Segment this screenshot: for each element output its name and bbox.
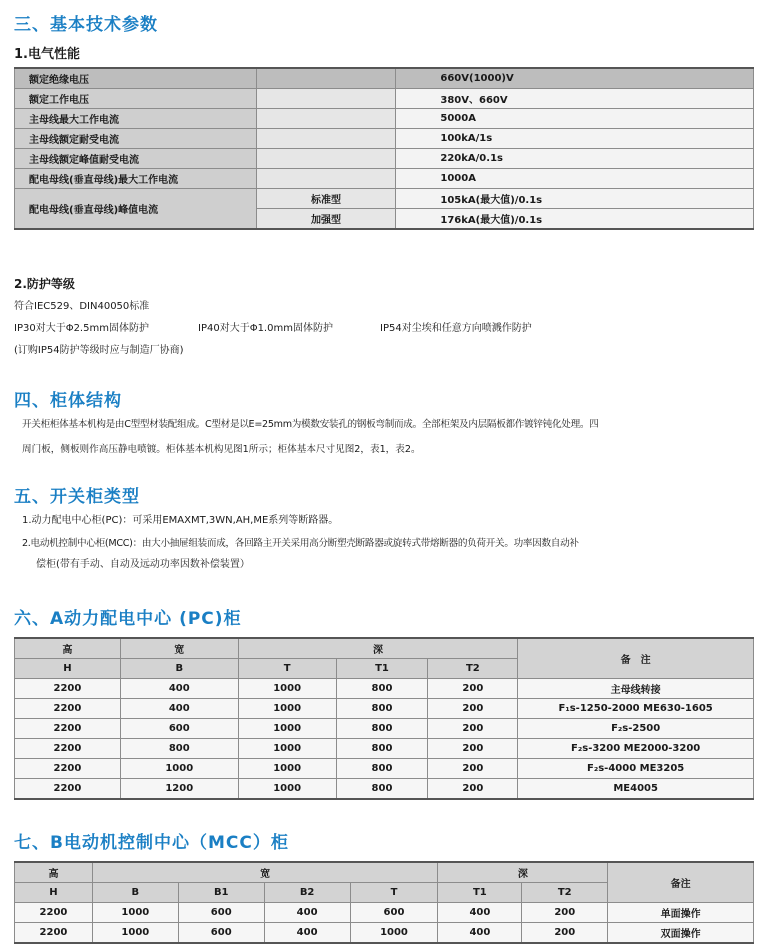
ip40-text: IP40对大于Φ1.0mm固体防护: [198, 323, 333, 334]
param-spacer: [256, 169, 396, 189]
section-6-title: 六、A动力配电中心 (PC)柜: [14, 609, 242, 629]
table-row: [15, 923, 754, 944]
param-spacer: [256, 149, 396, 169]
pc-head-width: 宽: [120, 638, 238, 659]
pc-head-T1: T1: [336, 659, 428, 679]
section-5-title: 五、开关柜类型: [14, 487, 140, 507]
param-row: [15, 68, 754, 89]
table-cell: F₂s-2500: [518, 719, 754, 739]
param-value: 105kA(最大值)/0.1s: [396, 189, 754, 209]
pc-head-B: B: [120, 659, 238, 679]
mcc-head-H: H: [15, 883, 93, 903]
table-cell: 600: [120, 719, 238, 739]
table-cell: 2200: [15, 923, 93, 944]
mcc-head-height: 高: [15, 862, 93, 883]
table-row: [15, 759, 754, 779]
mcc-head-T1: T1: [438, 883, 522, 903]
param-row: [15, 169, 754, 189]
table-cell: 600: [350, 903, 438, 923]
structure-para-line2: 周门板，侧板则作高压静电喷镀。柜体基本机构见图1所示；柜体基本尺寸见图2，表1，表2。: [22, 444, 421, 455]
table-cell: 400: [438, 903, 522, 923]
electrical-params-table: [14, 67, 754, 230]
table-cell: 800: [336, 699, 428, 719]
table-cell: 800: [336, 759, 428, 779]
mcc-head-note: 备注: [608, 862, 754, 903]
table-cell: 1000: [238, 739, 336, 759]
param-value: 1000A: [396, 169, 754, 189]
param-value: 176kA(最大值)/0.1s: [396, 209, 754, 230]
table-cell: 800: [336, 679, 428, 699]
param-row: [15, 149, 754, 169]
param-sub-label: 加强型: [256, 209, 396, 230]
param-value: 100kA/1s: [396, 129, 754, 149]
table-cell: 400: [120, 699, 238, 719]
table-cell: 400: [438, 923, 522, 944]
pc-head-height: 高: [15, 638, 121, 659]
table-cell: 1200: [120, 779, 238, 800]
pc-head-T: T: [238, 659, 336, 679]
table-cell: 600: [178, 923, 264, 944]
table-cell: 1000: [120, 759, 238, 779]
param-value: 5000A: [396, 109, 754, 129]
table-row: [15, 679, 754, 699]
protection-title: 2.防护等级: [14, 277, 75, 291]
param-label: 额定绝缘电压: [15, 68, 257, 89]
mcc-head-B2: B2: [264, 883, 350, 903]
section-3-title: 三、基本技术参数: [14, 15, 158, 35]
pc-head-depth: 深: [238, 638, 518, 659]
table-row: [15, 699, 754, 719]
structure-para-line1: 开关柜柜体基本机构是由C型型材装配组成。C型材是以E=25mm为模数安装孔的钢板弯制而成。全部柜架及内层隔板都作镀锌钝化处理。四: [22, 419, 599, 430]
param-label: 配电母线(垂直母线)峰值电流: [15, 189, 257, 230]
table-cell: 800: [336, 779, 428, 800]
table-cell: F₁s-1250-2000 ME630-1605: [518, 699, 754, 719]
mcc-cabinet-table: [14, 861, 754, 944]
table-cell: 200: [428, 699, 518, 719]
mcc-head-depth: 深: [438, 862, 608, 883]
pc-head-T2: T2: [428, 659, 518, 679]
param-row: [15, 109, 754, 129]
table-cell: 2200: [15, 779, 121, 800]
table-cell: 2200: [15, 679, 121, 699]
table-cell: 2200: [15, 699, 121, 719]
protection-standard: 符合IEC529、DIN40050标准: [14, 301, 150, 312]
table-cell: F₂s-4000 ME3205: [518, 759, 754, 779]
ip54-text: IP54对尘埃和任意方向喷溅作防护: [380, 323, 532, 334]
table-cell: 400: [264, 923, 350, 944]
mcc-head-B1: B1: [178, 883, 264, 903]
param-row: [15, 189, 754, 209]
table-cell: 1000: [238, 679, 336, 699]
table-row: [15, 739, 754, 759]
protection-note: (订购IP54防护等级时应与制造厂协商): [14, 345, 184, 356]
table-cell: 1000: [92, 903, 178, 923]
pc-head-note: 备 注: [518, 638, 754, 679]
param-spacer: [256, 68, 396, 89]
table-cell: 单面操作: [608, 903, 754, 923]
table-cell: 1000: [238, 719, 336, 739]
table-row: [15, 779, 754, 800]
table-cell: 800: [120, 739, 238, 759]
param-value: 380V、660V: [396, 89, 754, 109]
table-cell: 1000: [238, 759, 336, 779]
param-spacer: [256, 89, 396, 109]
mcc-head-T: T: [350, 883, 438, 903]
param-value: 660V(1000)V: [396, 68, 754, 89]
table-cell: 200: [428, 759, 518, 779]
mcc-head-width: 宽: [92, 862, 438, 883]
type-line3: 偿柜(带有手动、自动及远动功率因数补偿装置）: [36, 559, 250, 570]
table-row: [15, 719, 754, 739]
table-cell: 200: [428, 739, 518, 759]
table-cell: 2200: [15, 719, 121, 739]
table-cell: 2200: [15, 903, 93, 923]
table-cell: F₂s-3200 ME2000-3200: [518, 739, 754, 759]
param-label: 额定工作电压: [15, 89, 257, 109]
param-sub-label: 标准型: [256, 189, 396, 209]
param-label: 主母线额定耐受电流: [15, 129, 257, 149]
table-cell: 200: [522, 903, 608, 923]
table-cell: 400: [264, 903, 350, 923]
param-label: 主母线最大工作电流: [15, 109, 257, 129]
table-cell: 600: [178, 903, 264, 923]
table-cell: 800: [336, 739, 428, 759]
table-cell: 1000: [350, 923, 438, 944]
table-cell: 2200: [15, 759, 121, 779]
section-4-title: 四、柜体结构: [14, 391, 122, 411]
table-cell: 主母线转接: [518, 679, 754, 699]
param-spacer: [256, 109, 396, 129]
param-spacer: [256, 129, 396, 149]
electrical-performance-title: 1.电气性能: [14, 47, 80, 62]
type-line1: 1.动力配电中心柜(PC)：可采用EMAXMT,3WN,AH,ME系列等断路器。: [22, 515, 339, 526]
table-cell: 双面操作: [608, 923, 754, 944]
param-row: [15, 89, 754, 109]
mcc-head-B: B: [92, 883, 178, 903]
table-cell: 200: [522, 923, 608, 944]
param-value: 220kA/0.1s: [396, 149, 754, 169]
param-row: [15, 129, 754, 149]
type-line2: 2.电动机控制中心柜(MCC)：由大小抽屉组装而成，各回路主开关采用高分断塑壳断路器或旋转式带熔断器的负荷开关。功率因数自动补: [22, 538, 579, 549]
table-cell: 800: [336, 719, 428, 739]
table-cell: 400: [120, 679, 238, 699]
table-cell: 200: [428, 779, 518, 800]
table-cell: 200: [428, 719, 518, 739]
table-row: [15, 903, 754, 923]
section-7-title: 七、B电动机控制中心（MCC）柜: [14, 833, 289, 853]
pc-cabinet-table: [14, 637, 754, 800]
mcc-head-T2: T2: [522, 883, 608, 903]
table-cell: 1000: [238, 779, 336, 800]
table-cell: 1000: [238, 699, 336, 719]
param-label: 主母线额定峰值耐受电流: [15, 149, 257, 169]
param-label: 配电母线(垂直母线)最大工作电流: [15, 169, 257, 189]
ip30-text: IP30对大于Φ2.5mm固体防护: [14, 323, 149, 334]
table-cell: 200: [428, 679, 518, 699]
pc-head-H: H: [15, 659, 121, 679]
table-cell: 1000: [92, 923, 178, 944]
table-cell: 2200: [15, 739, 121, 759]
table-cell: ME4005: [518, 779, 754, 800]
